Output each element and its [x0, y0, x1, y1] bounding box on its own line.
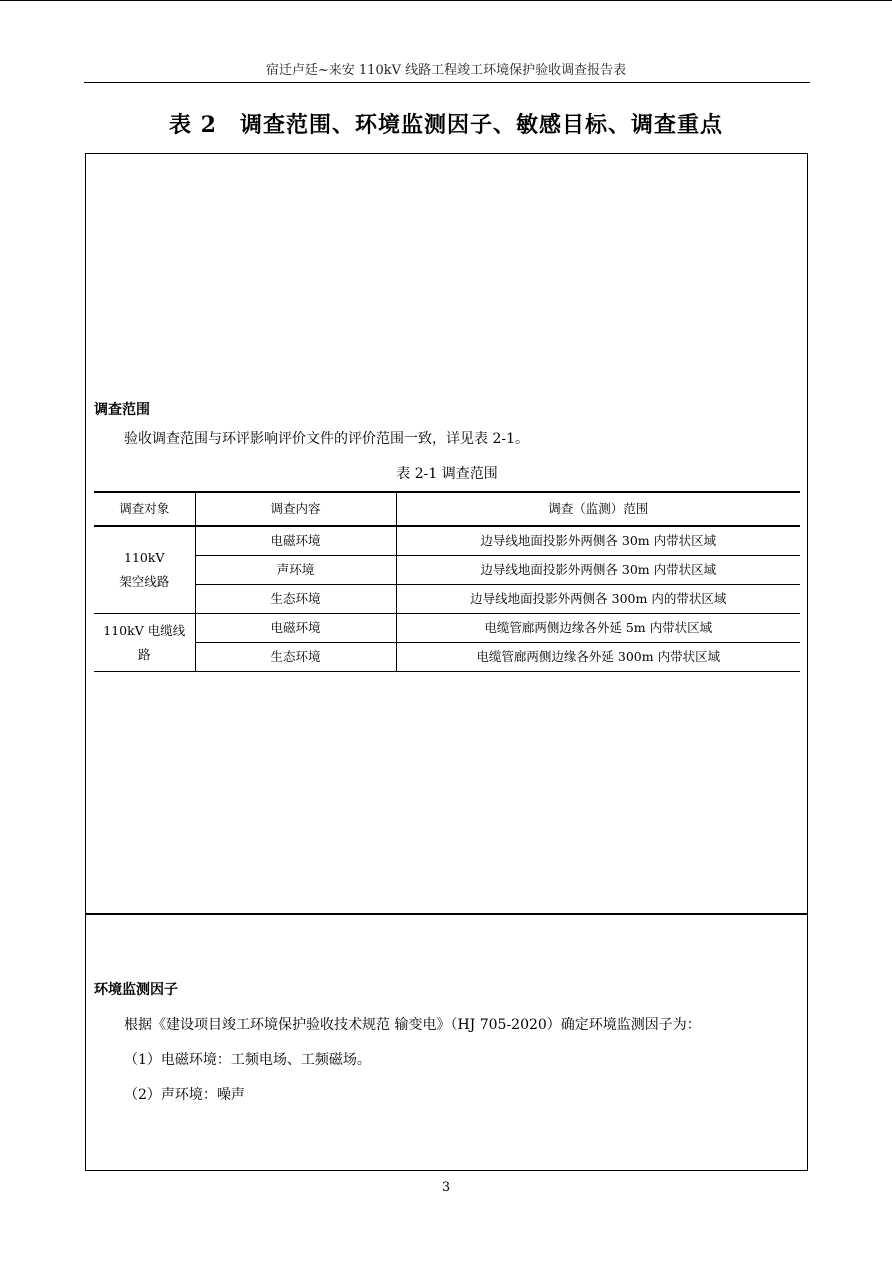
range-cell: 电缆管廊两侧边缘各外延 300m 内带状区域: [396, 643, 800, 672]
object-line1: 110kV: [124, 550, 165, 565]
header-range: 调查（监测）范围: [396, 492, 800, 526]
table-row: [94, 526, 800, 556]
survey-scope-table: [94, 491, 800, 672]
object-line2: 路: [137, 646, 151, 662]
table-row: [94, 556, 800, 585]
table-row: [94, 585, 800, 614]
content-cell: 电磁环境: [195, 614, 396, 643]
table-row: [94, 614, 800, 643]
range-cell: 边导线地面投影外两侧各 30m 内带状区域: [396, 526, 800, 556]
range-cell: 电缆管廊两侧边缘各外延 5m 内带状区域: [396, 614, 800, 643]
header-object: 调查对象: [94, 492, 195, 526]
page-top-border: [0, 0, 892, 1]
page-number: 3: [441, 1180, 451, 1195]
object-line1: 110kV 电缆线: [103, 622, 186, 638]
table-header-row: [94, 492, 800, 526]
table-row: [94, 643, 800, 672]
content-cell: 声环境: [195, 556, 396, 585]
table-caption: 表 2-1 调查范围: [396, 466, 498, 482]
header-rule: [84, 82, 810, 83]
object-line2: 架空线路: [119, 574, 170, 589]
monitoring-factors-box: [85, 913, 808, 1171]
document-header: 宿迁卢廷~来安 110kV 线路工程竣工环境保护验收调查报告表: [265, 63, 627, 78]
survey-scope-paragraph: 验收调查范围与环评影响评价文件的评价范围一致，详见表 2-1。: [124, 431, 529, 447]
monitoring-factor-item: （1）电磁环境：工频电场、工频磁场。: [124, 1052, 371, 1068]
range-cell: 边导线地面投影外两侧各 30m 内带状区域: [396, 556, 800, 585]
monitoring-factor-item: （2）声环境：噪声: [124, 1087, 245, 1103]
content-cell: 电磁环境: [195, 526, 396, 556]
content-cell: 生态环境: [195, 643, 396, 672]
object-cable-line: [94, 614, 195, 672]
content-cell: 生态环境: [195, 585, 396, 614]
monitoring-factors-heading: 环境监测因子: [94, 982, 178, 998]
range-cell: 边导线地面投影外两侧各 300m 内的带状区域: [396, 585, 800, 614]
section-title: 表 2 调查范围、环境监测因子、敏感目标、调查重点: [169, 112, 723, 138]
object-overhead-line: [94, 526, 195, 614]
monitoring-factors-intro: 根据《建设项目竣工环境保护验收技术规范 输变电》（HJ 705-2020）确定环境监测因子为：: [124, 1017, 701, 1033]
survey-scope-heading: 调查范围: [94, 402, 150, 418]
header-content: 调查内容: [195, 492, 396, 526]
